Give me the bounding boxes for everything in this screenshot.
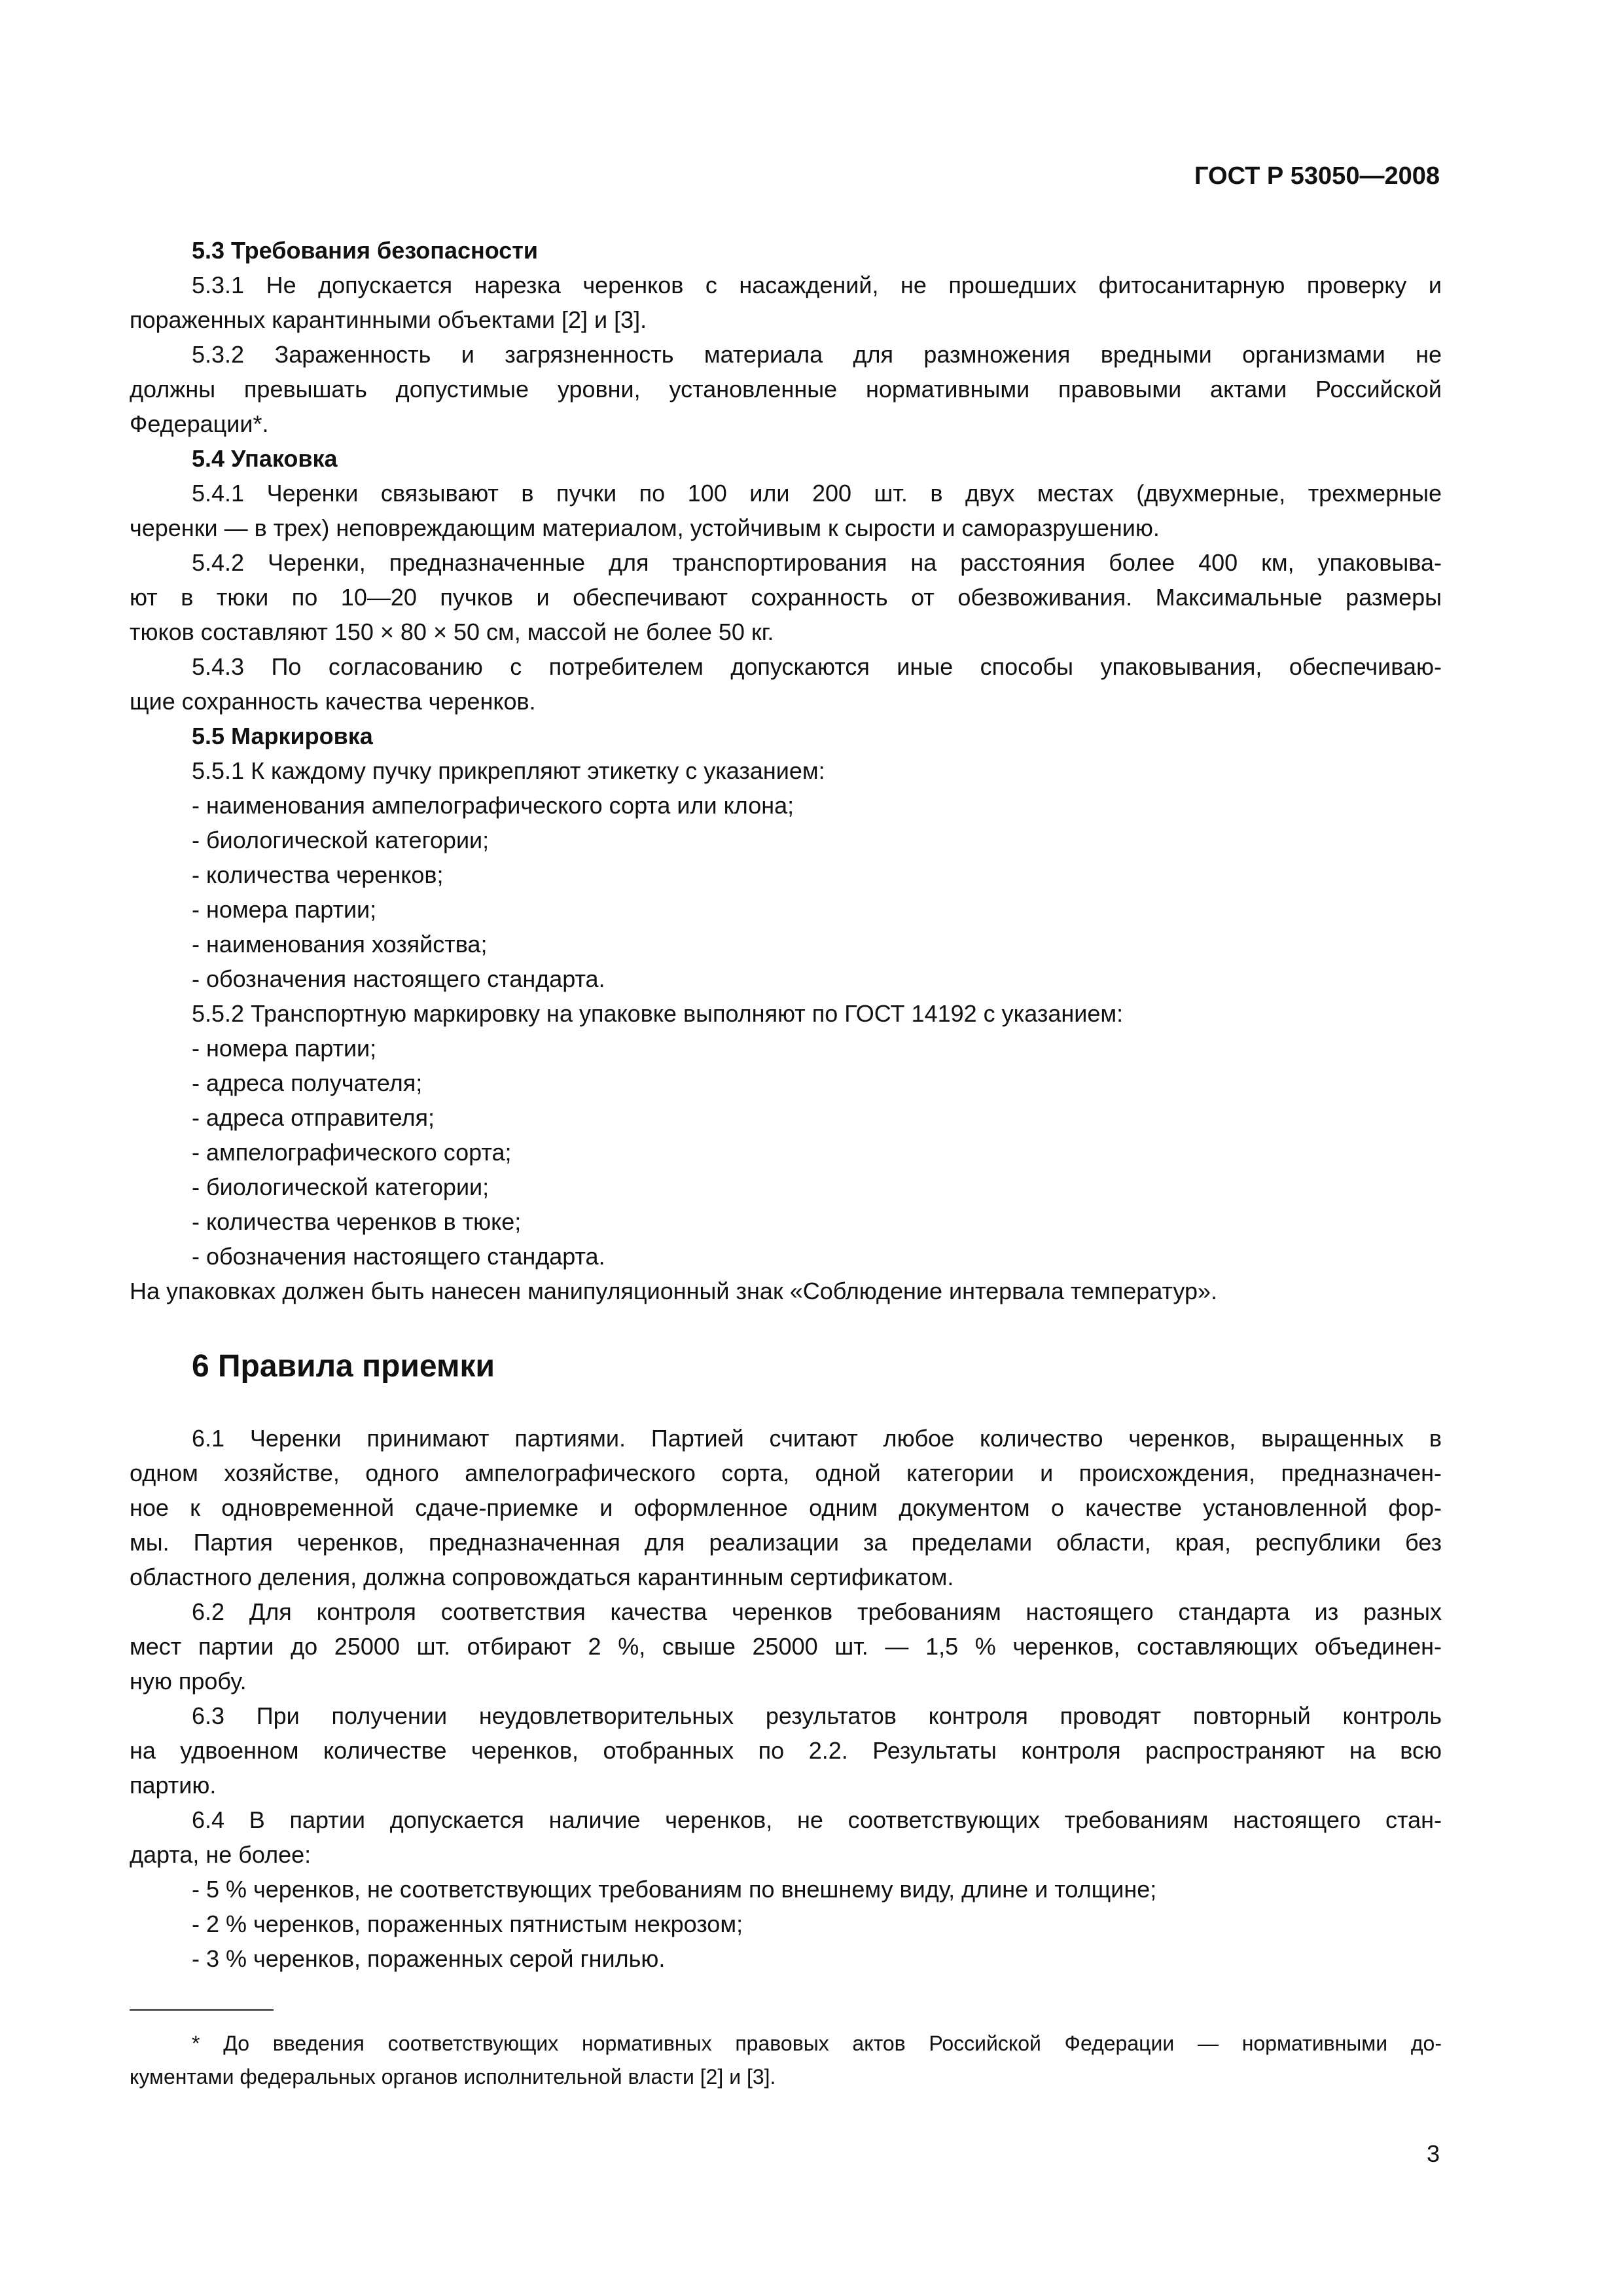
paragraph-line: мы. Партия черенков, предназначенная для реализации за пределами области, края, республики без [130,1529,1442,1556]
list-item: - номера партии; [192,896,377,923]
paragraph-line: пораженных карантинными объектами [2] и [3]. [130,306,647,333]
paragraph-line: ную пробу. [130,1668,247,1695]
paragraph-line: мест партии до 25000 шт. отбирают 2 %, свыше 25000 шт. — 1,5 % черенков, составляющих объединен- [130,1633,1442,1660]
list-item: - адреса отправителя; [192,1104,435,1131]
list-item: - обозначения настоящего стандарта. [192,965,605,992]
list-item: - количества черенков в тюке; [192,1208,522,1235]
list-item: - номера партии; [192,1035,377,1062]
paragraph-line: 5.4.3 По согласованию с потребителем допускаются иные способы упаковывания, обеспечиваю- [192,653,1442,680]
paragraph-line: Федерации*. [130,410,269,437]
list-item: - обозначения настоящего стандарта. [192,1243,605,1270]
footnote-line: кументами федеральных органов исполнительной власти [2] и [3]. [130,2065,776,2089]
paragraph-line: должны превышать допустимые уровни, установленные нормативными правовыми актами Российской [130,376,1442,403]
paragraph-line: 5.4.1 Черенки связывают в пучки по 100 или 200 шт. в двух местах (двухмерные, трехмерные [192,480,1442,507]
section-6-heading: 6 Правила приемки [192,1349,495,1384]
paragraph-line: 5.3.2 Зараженность и загрязненность материала для размножения вредными организмами не [192,341,1442,368]
paragraph-line: щие сохранность качества черенков. [130,688,536,715]
list-item: - количества черенков; [192,861,444,888]
paragraph-line: 6.2 Для контроля соответствия качества черенков требованиям настоящего стандарта из разных [192,1598,1442,1625]
footnote-separator [130,2009,274,2011]
paragraph-line: 5.5.2 Транспортную маркировку на упаковке выполняют по ГОСТ 14192 с указанием: [192,1000,1124,1027]
paragraph-line: 6.1 Черенки принимают партиями. Партией считают любое количество черенков, выращенных в [192,1425,1442,1452]
paragraph-line: 5.5.1 К каждому пучку прикрепляют этикетку с указанием: [192,757,825,784]
list-item: - биологической категории; [192,827,490,853]
paragraph-line: ное к одновременной сдаче-приемке и оформленное одним документом о качестве установленной фор- [130,1494,1442,1521]
page-number: 3 [1426,2140,1440,2167]
document-code-header: ГОСТ Р 53050—2008 [1194,162,1440,190]
paragraph-line: черенки — в трех) неповреждающим материалом, устойчивым к сырости и саморазрушению. [130,514,1160,541]
footnote [130,2027,1442,2094]
subsection-heading: 5.3 Требования безопасности [192,237,539,264]
paragraph-line: тюков составляют 150 × 80 × 50 см, массой не более 50 кг. [130,619,774,645]
footnote-line: * До введения соответствующих нормативных правовых актов Российской Федерации — нормативными до- [192,2032,1442,2055]
paragraph-line: областного деления, должна сопровождаться карантинным сертификатом. [130,1564,954,1590]
paragraph-line: 6.4 В партии допускается наличие черенков, не соответствующих требованиям настоящего стан- [192,1806,1442,1833]
paragraph-line: На упаковках должен быть нанесен манипуляционный знак «Соблюдение интервала температур». [130,1278,1218,1304]
paragraph-line: дарта, не более: [130,1841,312,1868]
paragraph-line: одном хозяйстве, одного ампелографического сорта, одной категории и происхождения, предназначен- [130,1460,1442,1486]
list-item: - 5 % черенков, не соответствующих требованиям по внешнему виду, длине и толщине; [192,1876,1157,1903]
list-item: - 2 % черенков, пораженных пятнистым некрозом; [192,1910,743,1937]
list-item: - наименования ампелографического сорта или клона; [192,792,794,819]
paragraph-line: 5.4.2 Черенки, предназначенные для транспортирования на расстояния более 400 км, упаковыва- [192,549,1442,576]
subsection-heading: 5.5 Маркировка [192,723,373,749]
paragraph-line: на удвоенном количестве черенков, отобранных по 2.2. Результаты контроля распространяют на всю [130,1737,1442,1764]
paragraph-line: партию. [130,1772,217,1799]
paragraph-line: 5.3.1 Не допускается нарезка черенков с насаждений, не прошедших фитосанитарную проверку и [192,272,1442,298]
list-item: - адреса получателя; [192,1069,423,1096]
paragraph-line: ют в тюки по 10—20 пучков и обеспечивают сохранность от обезвоживания. Максимальные размеры [130,584,1442,611]
paragraph-line: 6.3 При получении неудовлетворительных результатов контроля проводят повторный контроль [192,1702,1442,1729]
list-item: - ампелографического сорта; [192,1139,512,1166]
section-5-body [130,233,1442,1308]
list-item: - наименования хозяйства; [192,931,488,958]
section-6-body [130,1421,1442,1976]
subsection-heading: 5.4 Упаковка [192,445,338,472]
list-item: - 3 % черенков, пораженных серой гнилью. [192,1945,666,1972]
list-item: - биологической категории; [192,1174,490,1200]
